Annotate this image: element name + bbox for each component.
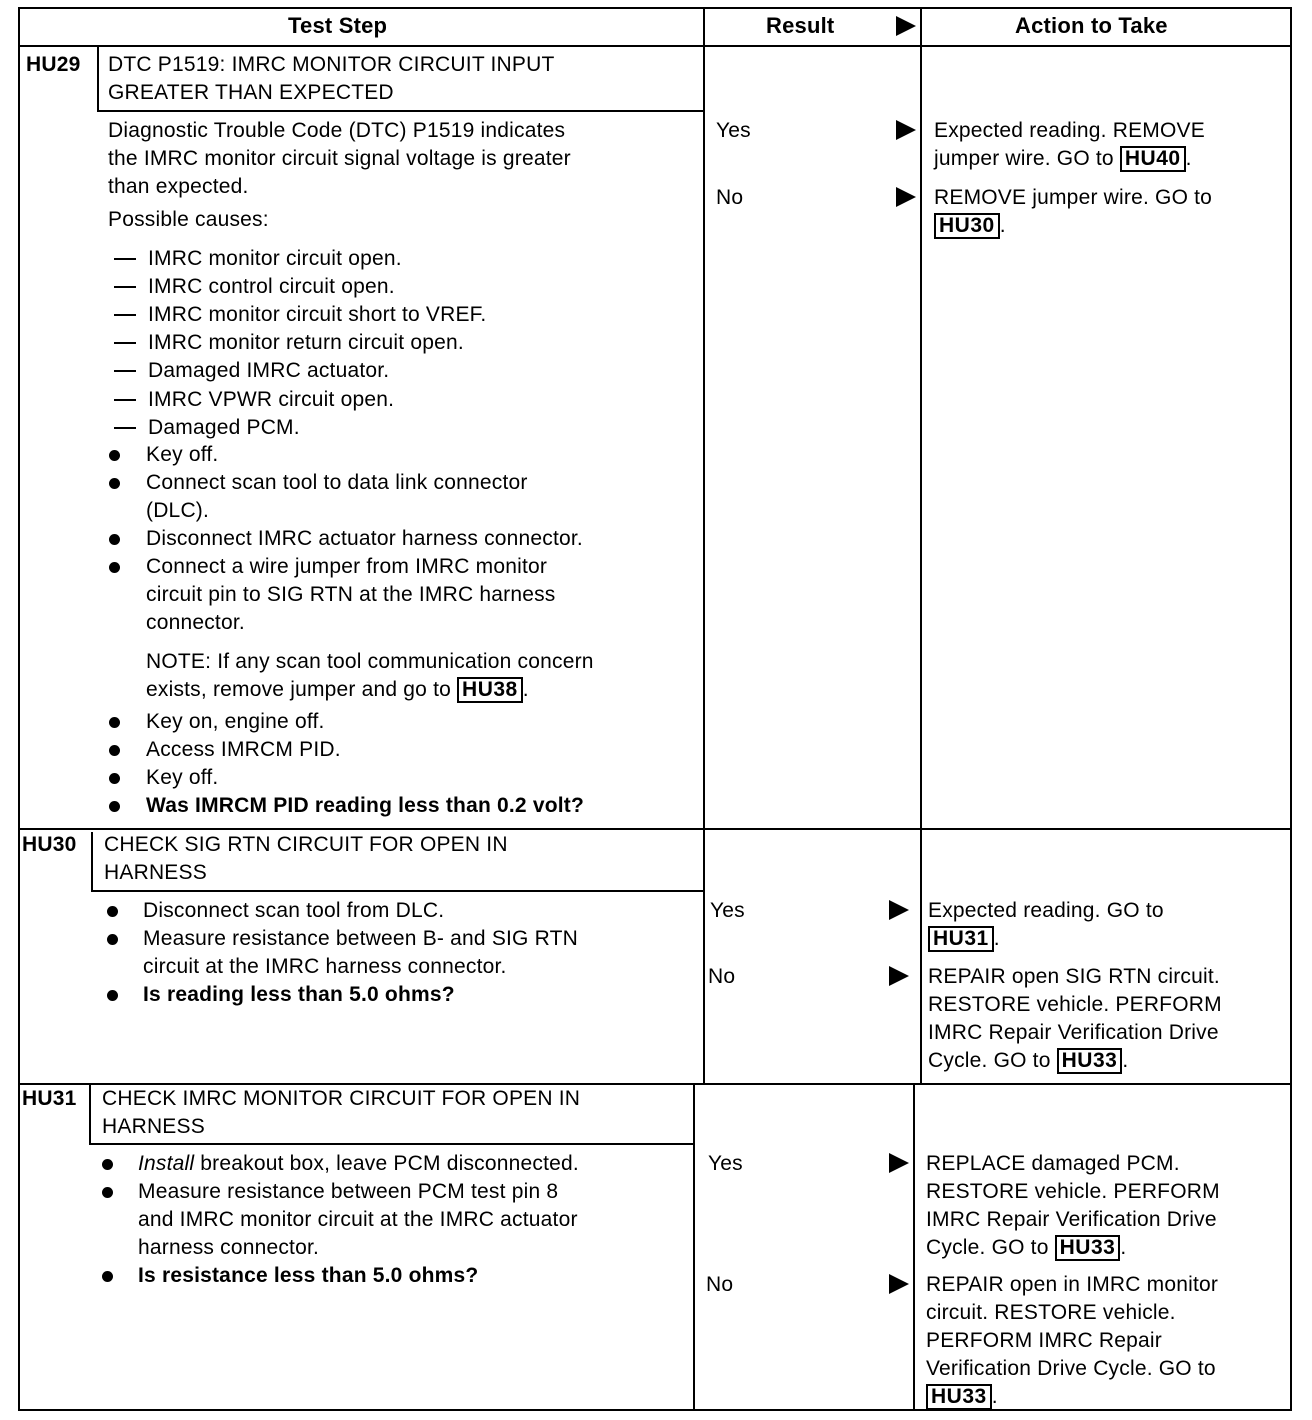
hu29-step-4a: Connect a wire jumper from IMRC monitor [146,555,548,578]
hu31-question: Is resistance less than 5.0 ohms? [138,1264,479,1287]
hu29-no-action-1: REMOVE jumper wire. GO to [934,186,1213,209]
bullet-icon [102,1187,113,1198]
hu29-step-2a: Connect scan tool to data link connector [146,471,528,494]
divider-result-top [703,9,705,1085]
hu29-step-2b: (DLC). [146,499,210,522]
hu31-step-2b: and IMRC monitor circuit at the IMRC actuator [138,1208,578,1231]
hu31-title-line2: HARNESS [102,1115,205,1138]
hu31-yes-action-3: IMRC Repair Verification Drive [926,1208,1217,1231]
hu31-no-action-4: Verification Drive Cycle. GO to [926,1357,1216,1380]
hu30-no-action-3: IMRC Repair Verification Drive [928,1021,1219,1044]
hu30-no-action-4: Cycle. GO to HU33 . [928,1049,1129,1072]
hu29-intro-2: the IMRC monitor circuit signal voltage is greater [108,147,571,170]
bullet-icon [109,534,120,545]
divider-action-top [920,9,922,1085]
hu29-yes-action-1: Expected reading. REMOVE [934,119,1205,142]
result-arrow-icon [889,1274,909,1294]
bullet-icon [109,745,120,756]
bullet-icon [107,990,118,1001]
hu33-ref[interactable]: HU33 [1057,1048,1123,1074]
hu29-step-3: Disconnect IMRC actuator harness connector. [146,527,583,550]
hu30-step-2b: circuit at the IMRC harness connector. [143,955,507,978]
hu31-yes-action-1: REPLACE damaged PCM. [926,1152,1180,1175]
divider-code-hu30 [91,832,93,892]
bullet-icon [109,562,120,573]
hu31-title-rule [89,1143,695,1145]
cause-item: IMRC VPWR circuit open. [114,386,394,414]
hu29-question: Was IMRCM PID reading less than 0.2 volt? [146,794,585,817]
hu33-ref[interactable]: HU33 [1055,1235,1121,1261]
hu29-step-4c: connector. [146,611,245,634]
cause-item: IMRC monitor circuit open. [114,245,402,273]
hu30-step-1: Disconnect scan tool from DLC. [143,899,445,922]
hu29-step-1: Key off. [146,443,219,466]
result-arrow-icon [889,966,909,986]
hu29-no-action-2: HU30 . [934,212,1006,240]
hu29-title-rule [97,110,705,112]
result-arrow-icon [896,187,916,207]
cause-item: IMRC monitor return circuit open. [114,329,464,357]
bullet-icon [107,906,118,917]
hu29-note-1: NOTE: If any scan tool communication concern [146,650,594,673]
hu31-no-action-3: PERFORM IMRC Repair [926,1329,1162,1352]
divider-code-hu31 [89,1085,91,1145]
header-arrow-icon [896,16,916,36]
cause-item: Damaged PCM. [114,414,300,442]
result-arrow-icon [889,900,909,920]
hu30-step-2a: Measure resistance between B- and SIG RTN [143,927,579,950]
hu31-yes-action-4: Cycle. GO to HU33 . [926,1236,1127,1259]
hu29-code: HU29 [26,53,81,76]
hu30-yes-action-2: HU31 . [928,925,1000,953]
hu31-result-yes: Yes [708,1152,743,1175]
result-arrow-icon [889,1153,909,1173]
bullet-icon [109,801,120,812]
hu31-no-action-5: HU33 . [926,1383,998,1411]
hu30-no-action-1: REPAIR open SIG RTN circuit. [928,965,1220,988]
hu33-ref[interactable]: HU33 [926,1384,992,1410]
hu38-ref[interactable]: HU38 [457,677,523,703]
hu30-ref[interactable]: HU30 [934,213,1000,239]
hu31-result-no: No [706,1273,734,1296]
hu29-title-line2: GREATER THAN EXPECTED [108,81,394,104]
hu29-end-rule [20,828,1290,830]
header-result: Result [766,13,835,38]
hu29-yes-action-2: jumper wire. GO to HU40 . [934,147,1192,170]
hu29-result-no: No [716,186,744,209]
hu29-intro-3: than expected. [108,175,249,198]
hu31-no-action-1: REPAIR open in IMRC monitor [926,1273,1219,1296]
hu31-title-line1: CHECK IMRC MONITOR CIRCUIT FOR OPEN IN [102,1087,581,1110]
hu29-note-2: exists, remove jumper and go to HU38 . [146,678,529,701]
divider-code-hu29 [97,47,99,112]
hu30-result-no: No [708,965,736,988]
hu29-step-7: Key off. [146,766,219,789]
hu40-ref[interactable]: HU40 [1120,146,1186,172]
bullet-icon [107,934,118,945]
cause-item: Damaged IMRC actuator. [114,357,389,385]
hu29-step-6: Access IMRCM PID. [146,738,341,761]
hu31-no-action-2: circuit. RESTORE vehicle. [926,1301,1176,1324]
result-arrow-icon [896,120,916,140]
header-rule [20,45,1290,47]
hu31-step-2c: harness connector. [138,1236,320,1259]
hu29-causes-label: Possible causes: [108,208,269,231]
divider-result-bottom [693,1085,695,1411]
hu31-code: HU31 [22,1087,77,1110]
bullet-icon [102,1159,113,1170]
hu31-yes-action-2: RESTORE vehicle. PERFORM [926,1180,1220,1203]
hu29-intro-1: Diagnostic Trouble Code (DTC) P1519 indicates [108,119,566,142]
bullet-icon [102,1271,113,1282]
hu30-title-rule [91,890,705,892]
bullet-icon [109,478,120,489]
hu31-step-2a: Measure resistance between PCM test pin 8 [138,1180,559,1203]
header-action: Action to Take [1015,13,1168,38]
hu29-title-line1: DTC P1519: IMRC MONITOR CIRCUIT INPUT [108,53,555,76]
hu30-no-action-2: RESTORE vehicle. PERFORM [928,993,1222,1016]
hu30-title-line1: CHECK SIG RTN CIRCUIT FOR OPEN IN [104,833,508,856]
cause-item: IMRC control circuit open. [114,273,395,301]
hu30-question: Is reading less than 5.0 ohms? [143,983,455,1006]
hu29-result-yes: Yes [716,119,751,142]
bullet-icon [109,717,120,728]
header-test-step: Test Step [288,13,388,38]
hu29-step-4b: circuit pin to SIG RTN at the IMRC harness [146,583,556,606]
cause-item: IMRC monitor circuit short to VREF. [114,301,486,329]
bullet-icon [109,773,120,784]
hu30-yes-action-1: Expected reading. GO to [928,899,1164,922]
hu31-ref[interactable]: HU31 [928,926,994,952]
hu31-step-1: Install breakout box, leave PCM disconnected. [138,1152,579,1175]
hu30-result-yes: Yes [710,899,745,922]
hu30-title-line2: HARNESS [104,861,207,884]
hu30-code: HU30 [22,833,77,856]
bullet-icon [109,450,120,461]
divider-action-bottom [913,1085,915,1411]
hu29-step-5: Key on, engine off. [146,710,325,733]
